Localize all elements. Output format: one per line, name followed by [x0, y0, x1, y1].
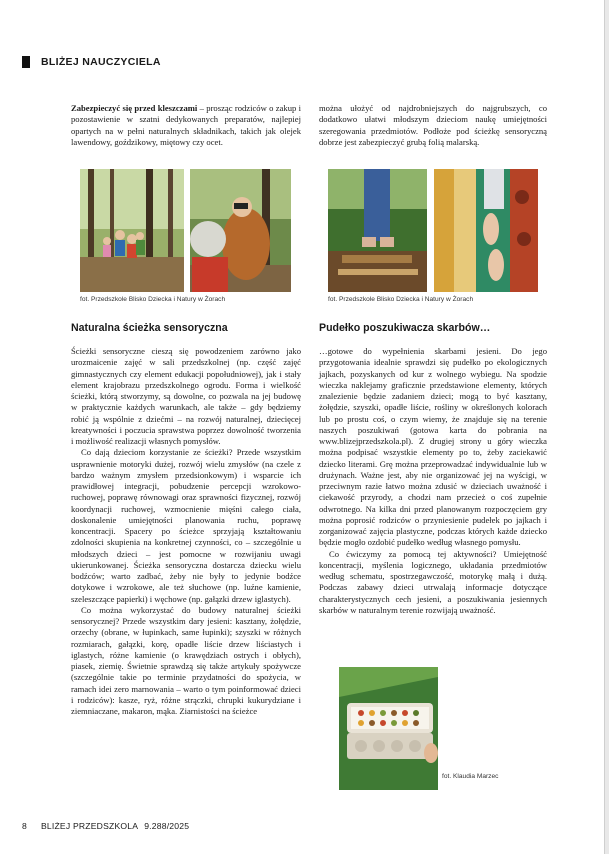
footer — [22, 821, 203, 831]
page-edge-line — [604, 0, 605, 854]
intro-bold: Zabezpieczyć się przed kleszczami — [71, 103, 198, 113]
intro-left-text: – prosząc rodziców o zakup i pozostawienie w szatni dedykowanych preparatów, najlepiej opartych na w pełni naturalnych składnikach, takich jak olejek lawendowy, goździkowy, miętowy czy ocet. — [71, 103, 302, 147]
issue-number: 9.288/2025 — [144, 821, 190, 831]
intro-right — [319, 103, 547, 148]
photo-caption-box: fot. Klaudia Marzec — [442, 773, 499, 780]
paragraph: Co ćwiczymy za pomocą tej aktywności? Umiejętność koncentracji, myślenia logicznego, układania przedmiotów według schematu, spostrzegawczość, motorykę małą i dużą. Podczas zabawy dzieci utrwalają informacje dotyczące charakterystycznych cech jesieni, a poszukiwania jesiennych skarbów w naturalnym terenie rozwijają uważność. — [319, 548, 547, 615]
photo-caption-right: fot. Przedszkole Blisko Dziecka i Natury w Żorach — [328, 296, 474, 303]
section-label: BLIŻEJ NAUCZYCIELA — [41, 56, 161, 68]
paragraph: Co dają dzieciom korzystanie ze ścieżki? Przede wszystkim usprawnienie motoryki dużej, rozwój wielu zmysłów (na czele z bardzo ważnym zmysłem przedsionkowym) i wsparcie ich prawidłowej integracji, pobudzenie percepcji wzrokowo-ruchowej, poprawę równowagi oraz sprawności fizycznej, rozwój koordynacji ruchowej, wzmocnienie mięśni całego ciała, doskonalenie umiejętności planowania ruchu, poprawę koncentracji. Spacery po ścieżce sprzyjają kształtowaniu zdolności skupienia na konkretnej czynności, co – szczególnie u młodszych dzieci – jest pomocne w rozwijaniu uwagi ukierunkowanej. Ścieżka sensoryczna dostarcza dziecku wielu bodźców; warto zadbać, żeby nie były to jedynie bodźce dotykowe i wzrokowe, ale też słuchowe (np. luźne kamienie, szeleszczące papierki) i węchowe (np. gałązki drzew iglastych). — [71, 447, 301, 604]
heading-treasure-box: Pudełko poszukiwacza skarbów… — [319, 322, 491, 334]
intro-left — [71, 103, 301, 148]
paragraph: …gotowe do wypełnienia skarbami jesieni. Do jego przygotowania idealnie sprawdzi się pudełko po ekologicznych jajkach, pozyskanych od kur z wolnego wybiegu. Na spodzie wieczka naklejamy graficznie przedstawione elementy, których znalezienie będzie zadaniem dzieci; mogą to być kasztany, żołędzie, szyszki, opadłe liście, rośliny w określonych kolorach lub po prostu coś, o czym wiemy, że znajduje się na terenie naszych poszukiwań (gotowa karta do pobrania na www.blizejprzedszkola.pl). Z drugiej strony u góry wieczka można podpisać wszystkie elementy po to, żeby zaciekawić dziecko literami. Grę można przeprowadzać indywidualnie lub w drużynach. Ważne jest, aby nie organizować jej na wyścigi, w przeciwnym razie łatwo można zdusić w dzieciach uważność i ciekawość przyrody, a chodzi nam przecież o coś zupełnie odwrotnego. Na kilka dni przed planowanym rozpoczęciem gry można poprosić rodziców o przyniesienie pudełek po jajkach i zorganizować zajęcia plastyczne, podczas których każde dziecko będzie mogło ozdobić pudełko według własnego pomysłu. — [319, 346, 547, 548]
photo-egg-box — [339, 667, 438, 790]
section-marker — [22, 56, 30, 68]
paragraph: Ścieżki sensoryczne cieszą się powodzeniem zarówno jako urozmaicenie zajęć w sali przedszkolnej (np. część zajęć gimnastycznych czy element edukacji popołudniowej), jak i stały element krajobrazu przedszkolnego ogrodu. Forma i wielkość ścieżki, którą stworzymy, są dowolne, co pozwala na jej budowę w praktycznie każdych warunkach, ale także – gdy będziemy robić ją wspólnie z dziećmi – na rozwój naturalnej, dziecięcej kreatywności i poczucia sprawstwa poprzez dowolność tworzenia i możliwość realizacji własnych pomysłów. — [71, 346, 301, 446]
photo-child-path — [328, 169, 427, 292]
photo-caption-left: fot. Przedszkole Blisko Dziecka i Natury w Żorach — [80, 296, 226, 303]
page-edge — [605, 0, 609, 854]
magazine-title: BLIŻEJ PRZEDSZKOLA — [40, 821, 139, 831]
page-number: 8 — [22, 821, 27, 831]
photo-forest-children — [80, 169, 184, 292]
article-right-body — [319, 346, 547, 616]
photo-child-binoculars — [190, 169, 291, 292]
intro-right-text: można ułożyć od najdrobniejszych do najgrubszych, co dodatkowo ułatwi młodszym dzieciom naukę umiejętności szeregowania przedmiotów. Podłoże pod ścieżkę sensoryczną dobrze jest zabezpieczyć grubą folią malarską. — [319, 103, 547, 147]
photo-feet-pasta — [434, 169, 538, 292]
article-left-body — [71, 346, 301, 717]
paragraph: Co można wykorzystać do budowy naturalnej ścieżki sensorycznej? Przede wszystkim dary jesieni: kasztany, żołędzie, orzechy (obrane, w łupinkach, same łupinki); szyszki w różnych rozmiarach, gałązki, korę, opadłe liście drzew liściastych i iglastych, różne kamienie (o krawędziach ostrych i obłych), piasek, ziemię. Świetnie sprawdzą się także artykuły spożywcze (szczególnie takie po terminie przydatności do spożycia, w ramach idei zero marnowania – warto o tym poinformować dzieci i rodziców): kasze, ryż, różne strączki, chrupki kukurydziane i ziemniaczane, makaron, mąka. Ziarnistości na ścieżce — [71, 604, 301, 716]
heading-sensory-path: Naturalna ścieżka sensoryczna — [71, 322, 228, 334]
